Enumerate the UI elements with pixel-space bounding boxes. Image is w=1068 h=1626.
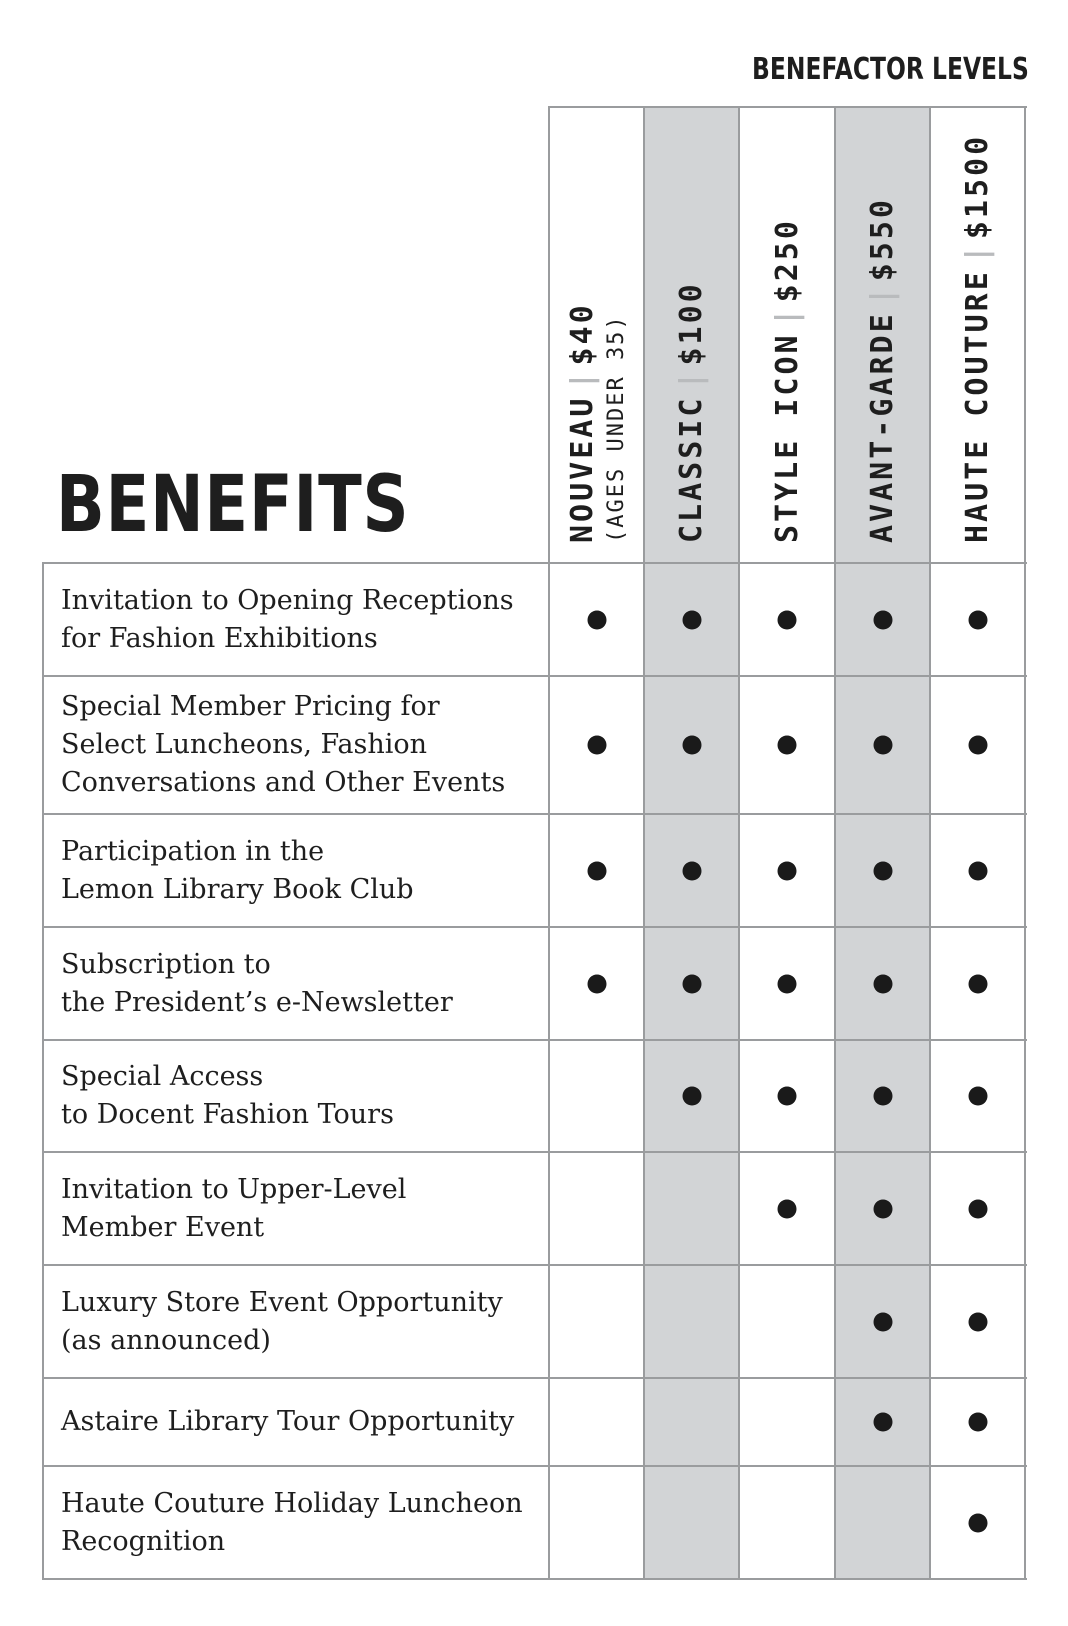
- included-dot: [587, 610, 606, 629]
- included-dot: [873, 974, 892, 993]
- benefit-label-text: Haute Couture Holiday Luncheon Recognition: [61, 1487, 523, 1557]
- benefit-label: [61, 1265, 531, 1378]
- column-divider: [738, 106, 740, 1580]
- benefit-label-text: Invitation to Upper-Level Member Event: [61, 1173, 407, 1243]
- included-dot: [682, 736, 701, 755]
- included-dot: [968, 1087, 987, 1106]
- included-dot: [778, 1199, 797, 1218]
- table-left-border: [42, 563, 44, 1579]
- benefit-label-text: Participation in the Lemon Library Book Club: [61, 835, 414, 905]
- included-dot: [682, 861, 701, 880]
- separator: |: [960, 245, 995, 264]
- included-dot: [778, 861, 797, 880]
- level-name: CLASSIC: [674, 395, 709, 543]
- included-dot: [587, 736, 606, 755]
- included-dot: [778, 974, 797, 993]
- included-dot: [778, 736, 797, 755]
- included-dot: [873, 1413, 892, 1432]
- column-divider: [929, 106, 931, 1580]
- included-dot: [682, 610, 701, 629]
- included-dot: [968, 736, 987, 755]
- level-header: [835, 106, 930, 563]
- benefit-label-text: Luxury Store Event Opportunity (as announced): [61, 1286, 503, 1356]
- benefit-label-text: Special Member Pricing for Select Luncheons, Fashion Conversations and Other Events: [61, 691, 506, 798]
- included-dot: [778, 1087, 797, 1106]
- header-top-border: [549, 106, 1027, 108]
- included-dot: [968, 1199, 987, 1218]
- level-name: AVANT-GARDE: [865, 311, 900, 543]
- benefit-label-text: Special Access to Docent Fashion Tours: [61, 1061, 394, 1130]
- level-header: [739, 106, 834, 563]
- separator: |: [769, 308, 805, 327]
- included-dot: [873, 1312, 892, 1331]
- included-dot: [587, 974, 606, 993]
- column-divider: [548, 106, 550, 1580]
- benefit-label: [61, 1466, 531, 1579]
- benefit-label: [61, 927, 531, 1040]
- level-note: (AGES UNDER 35): [603, 314, 629, 543]
- level-header-text: [674, 281, 709, 543]
- included-dot: [682, 974, 701, 993]
- included-dot: [968, 974, 987, 993]
- separator: |: [865, 287, 900, 306]
- separator: |: [674, 371, 709, 390]
- level-price: $250: [769, 218, 805, 303]
- column-divider: [643, 106, 645, 1580]
- level-header: [930, 106, 1025, 563]
- level-price: $40: [564, 302, 600, 366]
- level-header: [549, 106, 644, 563]
- benefit-label-text: Subscription to the President’s e-Newsletter: [61, 948, 453, 1018]
- column-divider: [834, 106, 836, 1580]
- level-price: $550: [865, 197, 900, 282]
- included-dot: [873, 861, 892, 880]
- included-dot: [873, 610, 892, 629]
- included-dot: [968, 610, 987, 629]
- benefits-title: BENEFITS: [56, 460, 410, 550]
- level-header: [644, 106, 739, 563]
- level-header-text: [565, 302, 629, 543]
- included-dot: [968, 861, 987, 880]
- column-divider: [1024, 106, 1026, 1580]
- benefit-label-text: Invitation to Opening Receptions for Fashion Exhibitions: [61, 584, 514, 654]
- level-name: NOUVEAU: [564, 395, 600, 543]
- included-dot: [968, 1312, 987, 1331]
- included-dot: [778, 610, 797, 629]
- included-dot: [968, 1513, 987, 1532]
- level-header-text: [960, 134, 995, 543]
- benefit-label: [61, 563, 531, 676]
- level-price: $100: [674, 281, 709, 366]
- included-dot: [873, 736, 892, 755]
- benefit-label: [61, 1378, 531, 1466]
- level-name: STYLE ICON: [769, 332, 805, 543]
- level-price: $1500: [960, 133, 995, 240]
- benefit-label-text: Astaire Library Tour Opportunity: [61, 1406, 515, 1437]
- level-name: HAUTE COUTURE: [960, 269, 995, 543]
- included-dot: [682, 1087, 701, 1106]
- included-dot: [587, 861, 606, 880]
- benefit-label: [61, 676, 531, 814]
- level-header-text: [865, 197, 900, 543]
- included-dot: [873, 1199, 892, 1218]
- benefit-label: [61, 1040, 531, 1152]
- benefit-label: [61, 1152, 531, 1265]
- included-dot: [873, 1087, 892, 1106]
- benefit-label: [61, 814, 531, 927]
- levels-title: BENEFACTOR LEVELS: [752, 52, 1029, 87]
- level-header-text: [770, 218, 805, 543]
- separator: |: [564, 371, 600, 390]
- included-dot: [968, 1413, 987, 1432]
